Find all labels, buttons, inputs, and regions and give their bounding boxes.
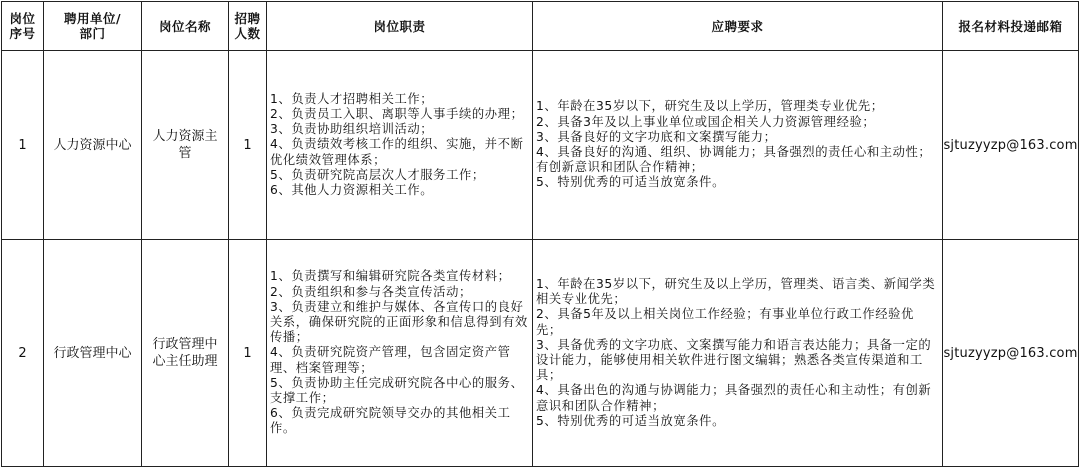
row-email: sjtuzyyzp@163.com: [943, 240, 1079, 467]
duty-item: 3、负责建立和维护与媒体、各宣传口的良好关系，确保研究院的正面形象和信息得到有效传播；: [270, 299, 528, 345]
duty-item: 4、负责研究院资产管理，包含固定资产管理、档案管理等；: [270, 345, 511, 375]
requirement-item: 1、年龄在35岁以下，研究生及以上学历，管理类、语言类、新闻学类相关专业优先；: [536, 276, 936, 307]
duty-item: 6、其他人力资源相关工作。: [270, 183, 434, 197]
header-position: 岗位名称: [142, 2, 229, 51]
requirement-item: 3、具备良好的文字功底和文案撰写能力；: [536, 129, 777, 144]
row-requirements: [533, 240, 943, 467]
duty-item: 2、负责组织和参与各类宣传活动；: [270, 284, 472, 299]
duty-item: 5、负责协助主任完成研究院各中心的服务、支撑工作；: [270, 375, 524, 405]
requirement-item: 2、具备5年及以上相关岗位工作经验；有事业单位行政工作经验优先；: [536, 307, 914, 337]
requirement-item: 4、具备出色的沟通与协调能力；具备强烈的责任心和主动性；有创新意识和团队合作精神；: [536, 383, 932, 413]
recruitment-table: [1, 1, 1079, 467]
duty-item: 2、负责员工入职、离职等人事手续的办理；: [270, 106, 524, 121]
requirement-item: 1、年龄在35岁以下，研究生及以上学历，管理类专业优先；: [536, 99, 884, 114]
requirement-item: 5、特别优秀的可适当放宽条件。: [536, 413, 725, 428]
requirement-item: 3、具备优秀的文字功底、文案撰写能力和语言表达能力；具备一定的设计能力，能够使用相关软件进行图文编辑；熟悉各类宣传渠道和工具；: [536, 337, 932, 383]
header-dept: 聘用单位/部门: [44, 2, 142, 51]
row-requirements: [533, 51, 943, 240]
table-row: [2, 51, 1079, 240]
duty-item: 1、负责人才招聘相关工作；: [270, 91, 434, 106]
row-duties: [267, 51, 533, 240]
row-position: 行政管理中心主任助理: [142, 240, 229, 467]
header-requirements: 应聘要求: [533, 2, 943, 51]
row-dept: 人力资源中心: [44, 51, 142, 240]
row-seq: 2: [2, 240, 44, 467]
row-position: 人力资源主管: [142, 51, 229, 240]
row-count: 1: [229, 51, 267, 240]
table-row: [2, 240, 1079, 467]
duty-item: 4、负责绩效考核工作的组织、实施，并不断优化绩效管理体系；: [270, 137, 524, 167]
row-email: sjtuzyyzp@163.com: [943, 51, 1079, 240]
header-seq: 岗位序号: [2, 2, 44, 51]
duty-item: 3、负责协助组织培训活动；: [270, 122, 434, 137]
header-email: 报名材料投递邮箱: [943, 2, 1079, 51]
row-duties: [267, 240, 533, 467]
duty-item: 6、负责完成研究院领导交办的其他相关工作。: [270, 406, 511, 436]
row-count: 1: [229, 240, 267, 467]
requirement-item: 4、具备良好的沟通、组织、协调能力；具备强烈的责任心和主动性；有创新意识和团队合作精神；: [536, 145, 932, 175]
header-row: [2, 2, 1079, 51]
header-count: 招聘人数: [229, 2, 267, 51]
header-duties: 岗位职责: [267, 2, 533, 51]
row-seq: 1: [2, 51, 44, 240]
duty-item: 1、负责撰写和编辑研究院各类宣传材料；: [270, 269, 511, 284]
duty-item: 5、负责研究院高层次人才服务工作；: [270, 167, 485, 182]
requirement-item: 2、具备3年及以上事业单位或国企相关人力资源管理经验；: [536, 114, 876, 129]
row-dept: 行政管理中心: [44, 240, 142, 467]
requirement-item: 5、特别优秀的可适当放宽条件。: [536, 175, 725, 190]
